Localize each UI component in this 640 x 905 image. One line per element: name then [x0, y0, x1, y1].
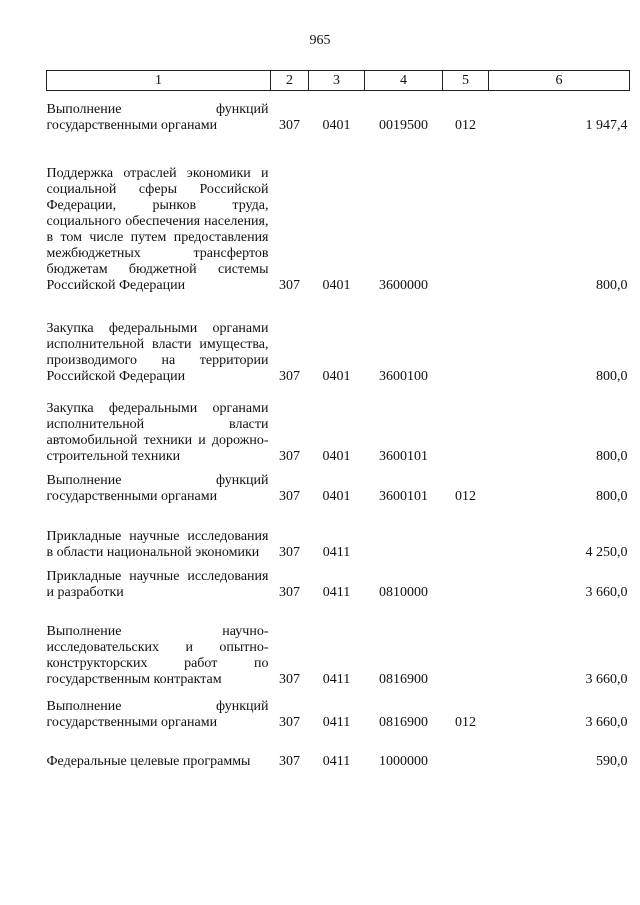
row-ministry: 307: [279, 448, 300, 464]
table-row: [47, 505, 630, 561]
row-ministry: 307: [279, 753, 300, 769]
column-header-name: 1: [47, 71, 271, 91]
row-ministry: 307: [279, 368, 300, 384]
row-expense-type: 012: [455, 117, 476, 133]
row-expense-type: [443, 385, 489, 465]
table-row: [47, 294, 630, 385]
row-target-article: 3600100: [379, 368, 428, 384]
row-amount: 3 660,0: [585, 671, 628, 687]
row-expense-type: 012: [455, 714, 476, 730]
row-amount: 800,0: [596, 277, 628, 293]
row-expense-type: [443, 294, 489, 385]
budget-table: [46, 70, 630, 770]
row-name: Прикладные научные исследования в области национальной экономики: [46, 528, 269, 560]
row-name: Поддержка отраслей экономики и социальной сферы Российской Федерации, рынков труда, социального обеспечения населения, в том числе путем предоставления межбюджетных трансфертов бюджетам бюджетной системы Российской Федерации: [46, 165, 269, 293]
table-row: [47, 91, 630, 134]
table-row: [47, 134, 630, 294]
row-expense-type: [443, 561, 489, 601]
row-ministry: 307: [279, 671, 300, 687]
row-ministry: 307: [279, 584, 300, 600]
table-row: [47, 465, 630, 505]
row-name: Выполнение функций государственными органами: [46, 698, 269, 730]
row-section: 0411: [322, 714, 351, 730]
row-amount: 800,0: [596, 448, 628, 464]
row-target-article: 3600101: [379, 488, 428, 504]
row-amount: 800,0: [596, 488, 628, 504]
column-header-target-article: 4: [365, 71, 443, 91]
row-name: Прикладные научные исследования и разработки: [46, 568, 269, 600]
row-ministry: 307: [279, 277, 300, 293]
page-number: 965: [309, 33, 331, 48]
row-target-article: 0816900: [379, 671, 428, 687]
column-header-ministry: 2: [271, 71, 309, 91]
row-name: Выполнение функций государственными органами: [46, 101, 269, 133]
row-expense-type: [443, 134, 489, 294]
row-ministry: 307: [279, 488, 300, 504]
row-target-article: 1000000: [379, 753, 428, 769]
column-header-expense-type: 5: [443, 71, 489, 91]
column-header-amount: 6: [489, 71, 630, 91]
table-row: [47, 688, 630, 731]
header-row: [47, 71, 630, 91]
row-section: 0411: [322, 671, 351, 687]
row-section: 0401: [322, 117, 351, 133]
row-section: 0401: [322, 368, 351, 384]
row-section: 0401: [322, 277, 351, 293]
row-section: 0411: [322, 753, 351, 769]
table-row: [47, 731, 630, 770]
row-name: Выполнение научно-исследовательских и опытно-конструкторских работ по государственным контрактам: [46, 623, 269, 687]
row-amount: 800,0: [596, 368, 628, 384]
row-name: Выполнение функций государственными органами: [46, 472, 269, 504]
row-amount: 4 250,0: [585, 544, 628, 560]
row-section: 0401: [322, 448, 351, 464]
row-ministry: 307: [279, 117, 300, 133]
row-amount: 1 947,4: [585, 117, 628, 133]
table-row: [47, 601, 630, 688]
row-expense-type: [443, 601, 489, 688]
row-section: 0411: [322, 544, 351, 560]
row-section: 0401: [322, 488, 351, 504]
table-row: [47, 385, 630, 465]
row-amount: 3 660,0: [585, 584, 628, 600]
row-target-article: 0816900: [379, 714, 428, 730]
row-ministry: 307: [279, 714, 300, 730]
table-row: [47, 561, 630, 601]
row-amount: 590,0: [596, 753, 628, 769]
row-target-article: 3600000: [379, 277, 428, 293]
row-target-article: 3600101: [379, 448, 428, 464]
row-name: Федеральные целевые программы: [46, 753, 251, 769]
row-name: Закупка федеральными органами исполнительной власти автомобильной техники и дорожно-строительной техники: [46, 400, 269, 464]
row-amount: 3 660,0: [585, 714, 628, 730]
row-target-article: 0019500: [379, 117, 428, 133]
row-expense-type: [443, 731, 489, 770]
row-target-article: 0810000: [379, 584, 428, 600]
row-target-article: [365, 505, 443, 561]
row-ministry: 307: [279, 544, 300, 560]
row-section: 0411: [322, 584, 351, 600]
row-expense-type: [443, 505, 489, 561]
row-name: Закупка федеральными органами исполнительной власти имущества, производимого на территории Российской Федерации: [46, 320, 269, 384]
row-expense-type: 012: [455, 488, 476, 504]
column-header-section: 3: [309, 71, 365, 91]
